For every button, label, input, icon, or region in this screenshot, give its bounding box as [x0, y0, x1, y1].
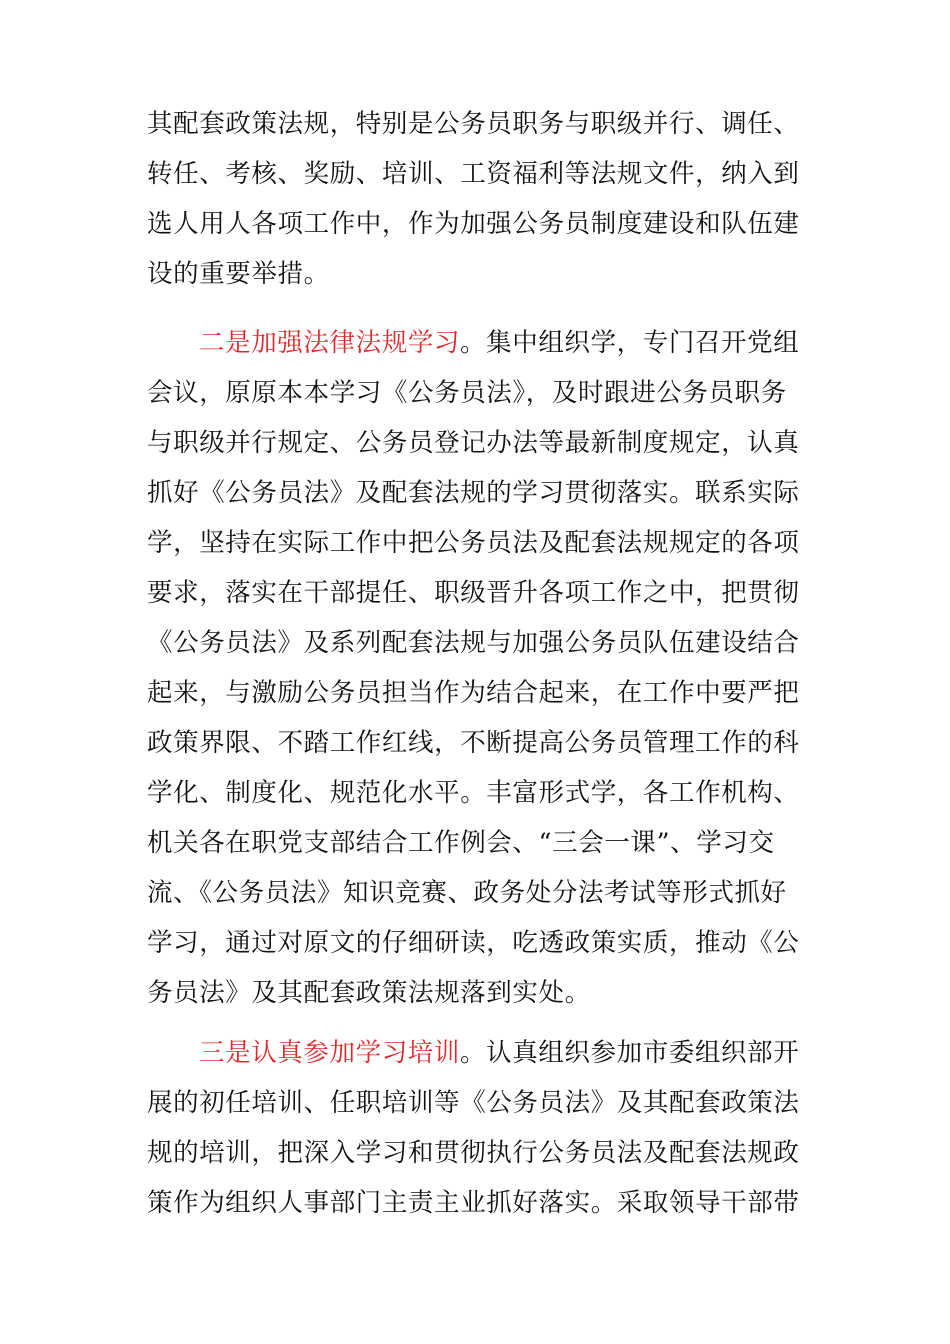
- paragraph-first-line: [147, 318, 807, 368]
- text-line: 流、《公务员法》知识竞赛、政务处分法考试等形式抓好: [147, 878, 787, 908]
- section-heading: 三是认真参加学习培训: [199, 1038, 461, 1068]
- text-line: 学，坚持在实际工作中把公务员法及配套法规规定的各项: [147, 528, 800, 558]
- text-line: 策作为组织人事部门主责主业抓好落实。采取领导干部带: [147, 1188, 800, 1218]
- text-line: 规的培训，把深入学习和贯彻执行公务员法及配套法规政: [147, 1138, 800, 1168]
- text-line: 务员法》及其配套政策法规落到实处。: [147, 978, 591, 1008]
- heading-line-rest: 。认真组织参加市委组织部开: [460, 1038, 800, 1068]
- text-line: 转任、考核、奖励、培训、工资福利等法规文件，纳入到: [147, 159, 800, 189]
- text-line: 《公务员法》及系列配套法规与加强公务员队伍建设结合: [147, 628, 800, 658]
- paragraph-1: [147, 99, 807, 299]
- heading-line-rest: 。集中组织学，专门召开党组: [460, 328, 800, 358]
- text-line: 学化、制度化、规范化水平。丰富形式学，各工作机构、: [147, 778, 800, 808]
- text-line: 设的重要举措。: [147, 259, 330, 289]
- text-line: 起来，与激励公务员担当作为结合起来，在工作中要严把: [147, 678, 800, 708]
- text-line: 学习，通过对原文的仔细研读，吃透政策实质，推动《公: [147, 928, 800, 958]
- text-line: 选人用人各项工作中，作为加强公务员制度建设和队伍建: [147, 209, 800, 239]
- paragraph-3: [147, 1028, 807, 1228]
- text-line: 会议，原原本本学习《公务员法》，及时跟进公务员职务: [147, 378, 787, 408]
- text-line: 其配套政策法规，特别是公务员职务与职级并行、调任、: [147, 109, 800, 139]
- section-heading: 二是加强法律法规学习: [199, 328, 461, 358]
- text-line: 与职级并行规定、公务员登记办法等最新制度规定，认真: [147, 428, 800, 458]
- text-line: 政策界限、不踏工作红线，不断提高公务员管理工作的科: [147, 728, 800, 758]
- text-line: 机关各在职党支部结合工作例会、“三会一课”、学习交: [147, 828, 775, 858]
- text-line: 展的初任培训、任职培训等《公务员法》及其配套政策法: [147, 1088, 800, 1118]
- paragraph-first-line: [147, 1028, 807, 1078]
- text-line: 抓好《公务员法》及配套法规的学习贯彻落实。联系实际: [147, 478, 800, 508]
- text-line: 要求，落实在干部提任、职级晋升各项工作之中，把贯彻: [147, 578, 800, 608]
- paragraph-2: [147, 318, 807, 1018]
